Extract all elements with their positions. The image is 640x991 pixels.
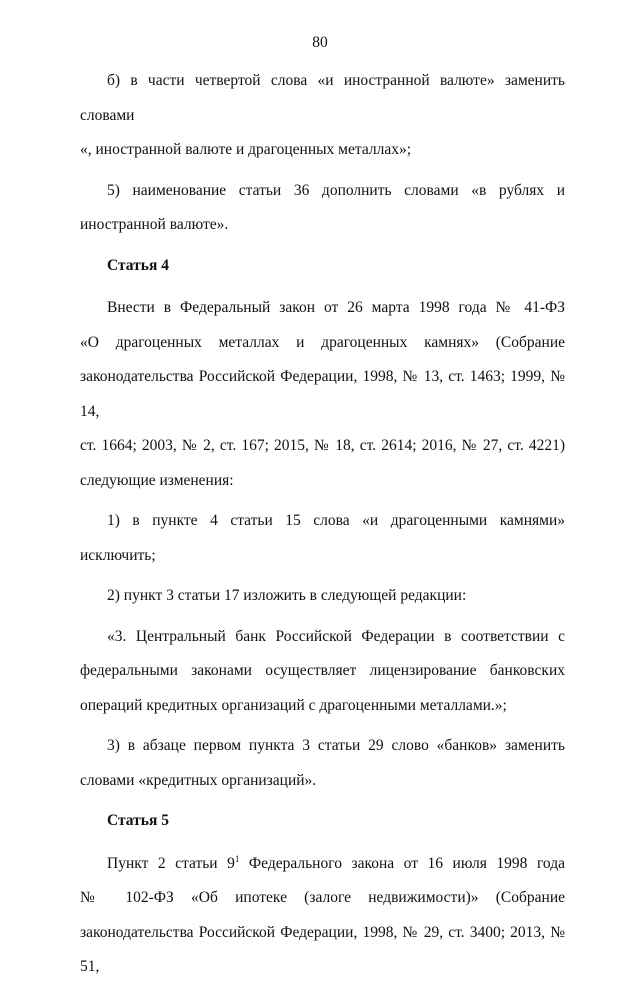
document-body xyxy=(80,64,565,991)
paragraph-b-part4 xyxy=(80,64,565,168)
text-line: операций кредитных организаций с драгоценными металлами.»; xyxy=(80,696,507,714)
paragraph-a4-item1: 1) в пункте 4 статьи 15 слова «и драгоценными камнями» исключить; xyxy=(80,512,565,564)
text-line: 5) наименование статьи 36 дополнить словами «в рублях и xyxy=(107,181,565,199)
paragraph-item5 xyxy=(80,174,565,243)
text-line: Внести в Федеральный закон от 26 марта 1998 года № 41-ФЗ xyxy=(107,299,565,316)
footnote-superscript: 1 xyxy=(234,853,240,864)
text-line: законодательства Российской Федерации, 1998, № 13, ст. 1463; 1999, № 14, xyxy=(80,368,565,420)
paragraph-article4-intro xyxy=(80,291,565,498)
paragraph-a4-item2: 2) пункт 3 статьи 17 изложить в следующей редакции: xyxy=(107,587,467,604)
text-line: следующие изменения: xyxy=(80,471,234,489)
article-4-heading: Статья 4 xyxy=(107,256,169,274)
page-number: 80 xyxy=(312,34,328,51)
text-line: 3) в абзаце первом пункта 3 статьи 29 слово «банков» заменить xyxy=(107,737,565,754)
paragraph-a4-item3 xyxy=(80,729,565,798)
text-fragment: Федерального закона от 16 июля 1998 года xyxy=(239,854,566,872)
text-line: иностранной валюте». xyxy=(80,216,229,233)
text-line: «, иностранной валюте и драгоценных металлах»; xyxy=(80,141,412,158)
text-line: б) в части четвертой слова «и иностранной валюте» заменить словами xyxy=(80,72,565,124)
text-line: «О драгоценных металлах и драгоценных камнях» (Собрание xyxy=(80,333,565,351)
text-line: «3. Центральный банк Российской Федерации в соответствии с xyxy=(107,627,565,645)
text-line: № 102-ФЗ «Об ипотеке (залоге недвижимости)» (Собрание xyxy=(80,889,565,906)
article-5-heading: Статья 5 xyxy=(107,812,169,829)
text-line xyxy=(80,847,565,882)
text-line: федеральными законами осуществляет лицензирование банковских xyxy=(80,662,565,679)
paragraph-article5-intro xyxy=(80,847,565,985)
text-line: словами «кредитных организаций». xyxy=(80,771,317,789)
text-fragment: Пункт 2 статьи 9 xyxy=(107,854,235,872)
paragraph-a4-quote xyxy=(80,620,565,724)
text-line: законодательства Российской Федерации, 1998, № 29, ст. 3400; 2013, № 51, xyxy=(80,923,565,975)
text-line: ст. 1664; 2003, № 2, ст. 167; 2015, № 18, ст. 2614; 2016, № 27, ст. 4221) xyxy=(80,437,565,454)
